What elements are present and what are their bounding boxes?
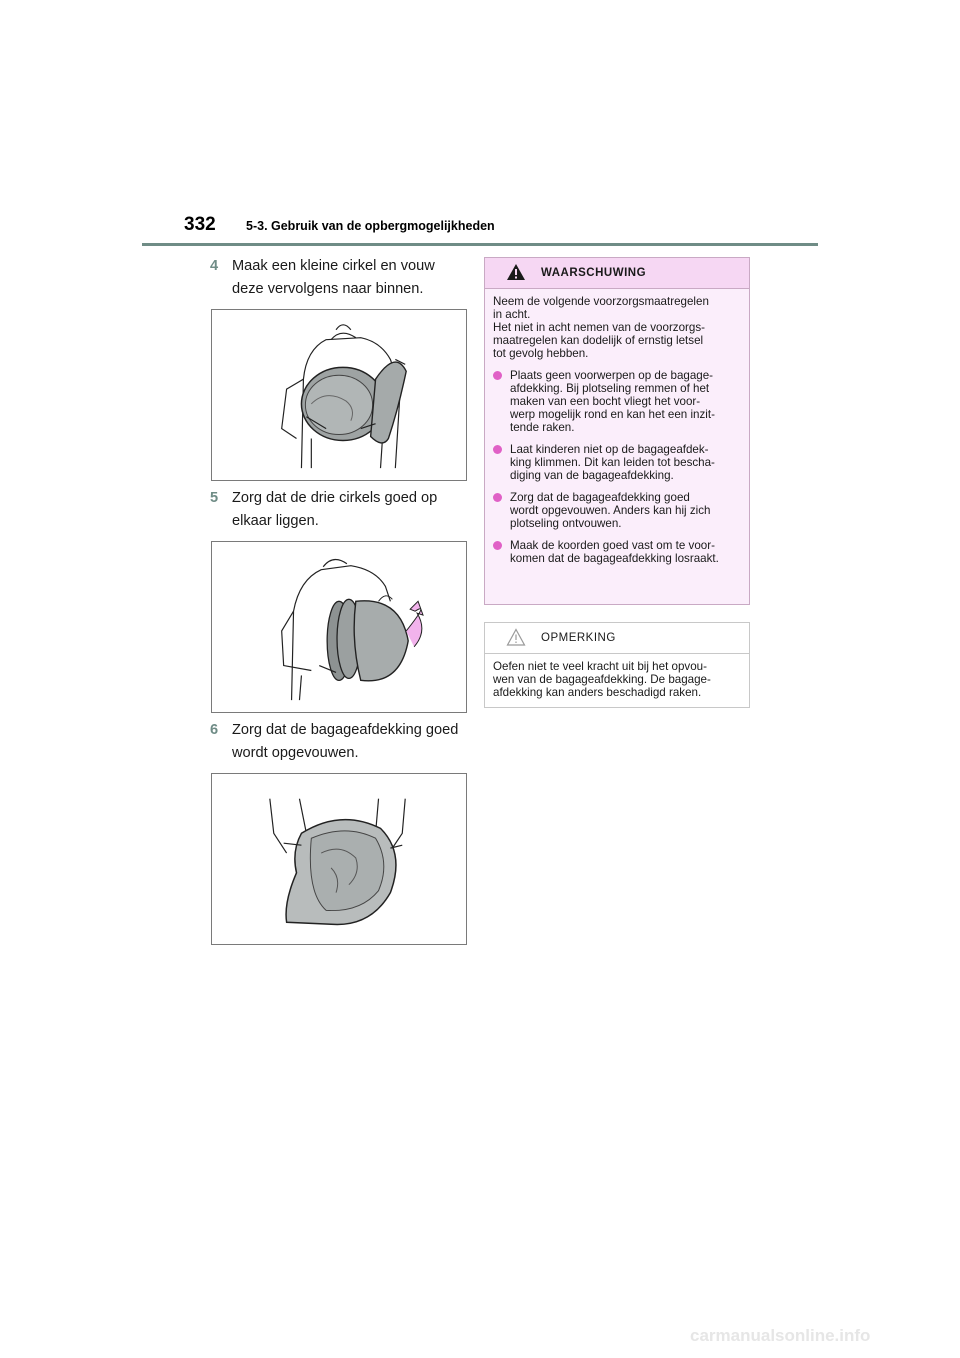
- section-title: 5-3. Gebruik van de opbergmogelijkheden: [246, 219, 495, 233]
- warning-header: [485, 258, 749, 289]
- figure-step-6: [211, 773, 467, 945]
- warning-bullet: [493, 443, 739, 482]
- folded-cover-illustration: [212, 774, 466, 944]
- step-text-line2: deze vervolgens naar binnen.: [232, 281, 424, 297]
- figure-step-5: [211, 541, 467, 713]
- note-header: [485, 623, 749, 654]
- bullet-line: wordt opgevouwen. Anders kan hij zich: [510, 504, 711, 517]
- step-6: [210, 719, 480, 765]
- warning-intro-line: Neem de volgende voorzorgsmaatregelen: [493, 295, 709, 308]
- note-box: [484, 622, 750, 708]
- step-text-line1: Zorg dat de drie cirkels goed op: [232, 490, 438, 506]
- warning-intro-line: maatregelen kan dodelijk of ernstig letsel: [493, 334, 704, 347]
- warning-intro-line: in acht.: [493, 308, 531, 321]
- note-line: wen van de bagageafdekking. De bagage-: [493, 673, 711, 686]
- bullet-line: komen dat de bagageafdekking losraakt.: [510, 552, 719, 565]
- warning-triangle-icon: [506, 263, 526, 281]
- warning-title: WAARSCHUWING: [541, 267, 647, 279]
- warning-intro-line: tot gevolg hebben.: [493, 347, 589, 360]
- bullet-line: Maak de koorden goed vast om te voor-: [510, 539, 715, 552]
- warning-intro-line: Het niet in acht nemen van de voorzorgs-: [493, 321, 706, 334]
- warning-body: [485, 289, 749, 565]
- bullet-line: tende raken.: [510, 421, 575, 434]
- step-text-line1: Maak een kleine cirkel en vouw: [232, 258, 435, 274]
- bullet-line: plotseling ontvouwen.: [510, 517, 622, 530]
- bullet-dot-icon: [493, 541, 502, 550]
- note-line: Oefen niet te veel kracht uit bij het opvou-: [493, 660, 707, 673]
- step-text-line2: wordt opgevouwen.: [232, 745, 359, 761]
- step-text-line1: Zorg dat de bagageafdekking goed: [232, 722, 459, 738]
- bullet-line: king klimmen. Dit kan leiden tot bescha-: [510, 456, 715, 469]
- bullet-dot-icon: [493, 371, 502, 380]
- person-folding-cover-illustration: [212, 310, 466, 480]
- warning-bullet: [493, 491, 739, 530]
- header-rule: [142, 243, 818, 246]
- bullet-line: maken van een bocht vliegt het voor-: [510, 395, 701, 408]
- bullet-line: afdekking. Bij plotseling remmen of het: [510, 382, 710, 395]
- page-number: 332: [184, 214, 216, 235]
- step-text-line2: elkaar liggen.: [232, 513, 319, 529]
- bullet-line: Laat kinderen niet op de bagageafdek-: [510, 443, 709, 456]
- warning-bullet: [493, 369, 739, 434]
- note-line: afdekking kan anders beschadigd raken.: [493, 686, 702, 699]
- bullet-line: Zorg dat de bagageafdekking goed: [510, 491, 690, 504]
- bullet-dot-icon: [493, 445, 502, 454]
- step-5: [210, 487, 480, 533]
- bullet-line: diging van de bagageafdekking.: [510, 469, 674, 482]
- warning-bullet: [493, 539, 739, 565]
- watermark: carmanualsonline.info: [690, 1326, 871, 1345]
- warning-box: [484, 257, 750, 605]
- caution-outline-triangle-icon: [506, 628, 526, 646]
- step-number: 6: [210, 722, 219, 738]
- note-body: [485, 654, 749, 699]
- step-number: 4: [210, 258, 219, 274]
- stacked-circles-illustration: [212, 542, 466, 712]
- bullet-line: werp mogelijk rond en kan het een inzit-: [510, 408, 715, 421]
- step-number: 5: [210, 490, 219, 506]
- bullet-line: Plaats geen voorwerpen op de bagage-: [510, 369, 714, 382]
- note-title: OPMERKING: [541, 632, 616, 644]
- bullet-dot-icon: [493, 493, 502, 502]
- figure-step-4: [211, 309, 467, 481]
- step-4: [210, 255, 480, 301]
